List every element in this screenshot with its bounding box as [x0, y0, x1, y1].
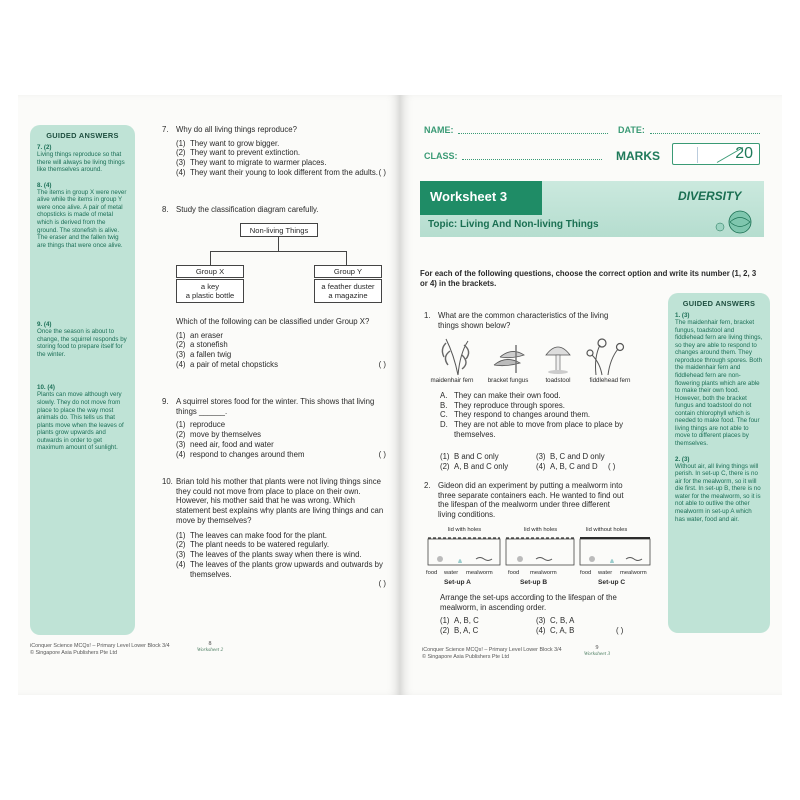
diagram-connector: [210, 251, 346, 252]
question-8: [162, 205, 386, 215]
guided-answers-title: GUIDED ANSWERS: [682, 299, 756, 308]
option: (4) a pair of metal chopsticks ( ): [176, 359, 386, 369]
name-label: NAME:: [424, 125, 454, 135]
question-number: 2.: [424, 481, 431, 490]
option: (1) B and C only: [440, 452, 499, 461]
question-9: [162, 397, 386, 459]
class-field[interactable]: [462, 159, 602, 160]
content-label: mealworm: [620, 570, 647, 576]
picture-label: maidenhair fern: [430, 377, 474, 384]
option: (1) A, B, C: [440, 616, 479, 626]
option: (1) The leaves can make food for the plant.: [176, 530, 327, 540]
class-label: CLASS:: [424, 151, 458, 161]
question-text: Brian told his mother that plants were not living things since they could not move from place to place on their own. However, his mother said that he was wrong. Which statement best explains why plants are living things and can move by themselves?: [176, 477, 384, 525]
question-text: Why do all living things reproduce?: [176, 125, 297, 134]
question-number: 9.: [162, 397, 169, 406]
question-number: 7.: [162, 125, 169, 134]
page-footer: iConquer Science MCQs! – Primary Level Lower Block 3/4 © Singapore Asia Publishers Pte Ltd: [422, 647, 562, 660]
guided-answer-item: [37, 144, 128, 174]
guided-answer-number: 9. (4): [37, 321, 52, 329]
content-label: food: [426, 570, 438, 576]
setup-label: Set-up B: [520, 579, 548, 586]
living-things-pictures: [424, 335, 634, 377]
guided-answer-item: [675, 312, 763, 448]
diagram-group-x-box: Group X: [176, 265, 244, 278]
option: (3) need air, food and water: [176, 439, 274, 449]
picture-label: fiddlehead fern: [589, 377, 631, 384]
marks-box: [672, 143, 760, 165]
option: (4) A, B, C and D: [536, 462, 598, 471]
diagram-connector: [210, 251, 211, 265]
question-10: [162, 477, 386, 589]
answer-bracket[interactable]: ( ): [378, 359, 386, 369]
answer-bracket[interactable]: ( ): [378, 167, 386, 177]
guided-answer-number: 8. (4): [37, 181, 52, 189]
option: (2) a stonefish: [176, 340, 228, 350]
marks-total: 20: [735, 145, 753, 162]
fiddlehead-fern-icon: [587, 339, 624, 375]
guided-answer-text: Living things reproduce so that there will always be living things like themselves around.: [37, 151, 125, 174]
lid-label: lid with holes: [448, 527, 482, 533]
option: (3) The leaves of the plants sway when there is wind.: [176, 550, 362, 560]
guided-answer-number: 2. (3): [675, 455, 690, 463]
guided-answer-number: 1. (3): [675, 312, 690, 319]
option: (1) an eraser: [176, 330, 223, 340]
diagram-connector: [346, 251, 347, 265]
right-page: [400, 95, 782, 695]
content-label: food: [508, 570, 520, 576]
instructions: For each of the following questions, choose the correct option and write its number (1, 2, 3 or 4) in the brackets.: [420, 269, 757, 289]
picture-label: bracket fungus: [487, 377, 529, 384]
open-book: [18, 95, 782, 695]
question-text: Arrange the set-ups according to the lifespan of the mealworm, in ascending order.: [440, 593, 617, 612]
question-text: Study the classification diagram carefully.: [176, 205, 319, 214]
page-number: 8 Worksheet 2: [196, 641, 224, 653]
question-1-statements: [440, 391, 628, 440]
mushroom-icon: [546, 347, 570, 374]
question-text: Which of the following can be classified under Group X?: [176, 317, 370, 326]
content-label: food: [580, 570, 592, 576]
guided-answer-item: [37, 384, 128, 452]
option: (2) move by themselves: [176, 430, 262, 440]
content-label: water: [598, 570, 613, 576]
question-2-options: [440, 593, 640, 636]
content-label: mealworm: [466, 570, 493, 576]
worksheet-topic: Topic: Living And Non-living Things: [428, 219, 599, 230]
option: (2) A, B and C only: [440, 462, 509, 471]
question-text: What are the common characteristics of the living things shown below?: [438, 311, 609, 330]
option: (3) C, B, A: [536, 616, 575, 626]
page-number: 9 Worksheet 3: [583, 645, 611, 657]
left-page: [18, 95, 400, 695]
option: (1) reproduce: [176, 420, 226, 430]
lid-label: lid with holes: [524, 527, 558, 533]
lid-label: lid without holes: [586, 527, 628, 533]
question-7: [162, 125, 386, 178]
guided-answer-text: The items in group X were never alive while the items in group Y were once alive. A pair of metal chopsticks is made of metal which is derived from the ground. The stonefish is alive. The eraser and the fallen twig are things that were once alive.: [37, 188, 127, 249]
guided-answers-title: GUIDED ANSWERS: [46, 131, 119, 140]
fungus-icon: [494, 345, 524, 373]
answer-bracket[interactable]: ( ): [378, 579, 386, 589]
diagram-group-x-items: a key a plastic bottle: [176, 279, 244, 303]
option: (3) B, C and D only: [536, 452, 605, 461]
diagram-root-box: Non-living Things: [240, 223, 318, 237]
guided-answer-item: [37, 321, 128, 358]
name-field[interactable]: [458, 133, 608, 134]
guided-answer-text: Once the season is about to change, the squirrel responds by storing food to prepare itself for the winter.: [37, 328, 127, 358]
diagram-group-y-box: Group Y: [314, 265, 382, 278]
date-label: DATE:: [618, 125, 645, 135]
statement: D. They are not able to move from place to place by themselves.: [440, 420, 624, 439]
question-1-answers: [440, 452, 640, 472]
option: (2) The plant needs to be watered regularly.: [176, 540, 329, 550]
guided-answer-item: [37, 182, 128, 250]
statement: A. They can make their own food.: [440, 391, 561, 400]
statement: B. They reproduce through spores.: [440, 400, 565, 410]
globe-icon: [712, 209, 760, 235]
worksheet-banner: [420, 181, 764, 237]
setup-label: Set-up A: [444, 579, 471, 586]
question-1: [424, 311, 628, 330]
content-label: mealworm: [530, 570, 557, 576]
answer-bracket[interactable]: ( ): [616, 626, 624, 636]
question-number: 8.: [162, 205, 169, 214]
guided-answers-panel-left: [30, 125, 135, 635]
question-8-options: [176, 317, 386, 370]
picture-label: toadstool: [545, 377, 571, 384]
guided-answers-panel-right: [668, 293, 770, 633]
option: (2) B, A, C: [440, 626, 479, 636]
page-footer: iConquer Science MCQs! – Primary Level Lower Block 3/4 © Singapore Asia Publishers Pte Ltd: [30, 643, 170, 656]
question-text: A squirrel stores food for the winter. This shows that living things ______.: [176, 397, 375, 416]
containers-diagram: [424, 535, 654, 569]
question-number: 1.: [424, 311, 431, 320]
date-field[interactable]: [650, 133, 760, 134]
option: (1) They want to grow bigger.: [176, 138, 280, 148]
option: (3) a fallen twig: [176, 350, 232, 360]
guided-answer-item: [675, 456, 763, 524]
fern-icon: [442, 339, 468, 375]
setup-label: Set-up C: [598, 579, 626, 586]
option: (2) They want to prevent extinction.: [176, 148, 301, 158]
guided-answer-number: 10. (4): [37, 384, 55, 392]
diagram-group-y-items: a feather duster a magazine: [314, 279, 382, 303]
question-text: Gideon did an experiment by putting a mealworm into three separate containers each. He wanted to find out the lifespan of the mealworm under three different living conditions.: [438, 481, 624, 520]
answer-bracket[interactable]: ( ): [608, 462, 616, 471]
answer-bracket[interactable]: ( ): [378, 449, 386, 459]
option: (3) They want to migrate to warmer places.: [176, 158, 327, 168]
question-number: 10.: [162, 477, 173, 486]
option: (4) respond to changes around them ( ): [176, 449, 386, 459]
marks-label: MARKS: [616, 149, 660, 163]
diagram-connector: [278, 237, 279, 251]
content-label: water: [444, 570, 459, 576]
worksheet-title: Worksheet 3: [420, 181, 542, 215]
question-2: [424, 481, 628, 520]
guided-answer-text: Plants can move although very slowly. They do not move from place to place the way most animals do. This tells us that plants move when the leaves of plants grow upwards and outwards in order to get maximum amount of sunlight.: [37, 391, 124, 452]
guided-answer-text: The maidenhair fern, bracket fungus, toadstool and fiddlehead fern are living things, so they are able to respond to changes around them. They reproduce through spores. Both the maidenhair fern and fiddlehead fern are non-flowering plants which are able to make their own food. However, both the bracket fungus and toadstool do not contain chlorophyll which is needed to make food. The four living things are not able to move to different places by themselves.: [675, 319, 763, 447]
option: (4) They want their young to look different from the adults. ( ): [176, 167, 386, 177]
option: (4) The leaves of the plants grow upwards and outwards by themselves.: [176, 559, 383, 579]
guided-answer-text: Without air, all living things will perish. In set-up C, there is no air for the mealworm, so it will die first. In set-up B, there is no water for the mealworm, so it is not able to outlive the other mealworm in set-up A which has water, food and air.: [675, 462, 761, 523]
statement: C. They respond to changes around them.: [440, 410, 591, 420]
option: (4) C, A, B: [536, 626, 575, 636]
guided-answer-number: 7. (2): [37, 144, 52, 151]
category-label: DIVERSITY: [678, 189, 742, 203]
